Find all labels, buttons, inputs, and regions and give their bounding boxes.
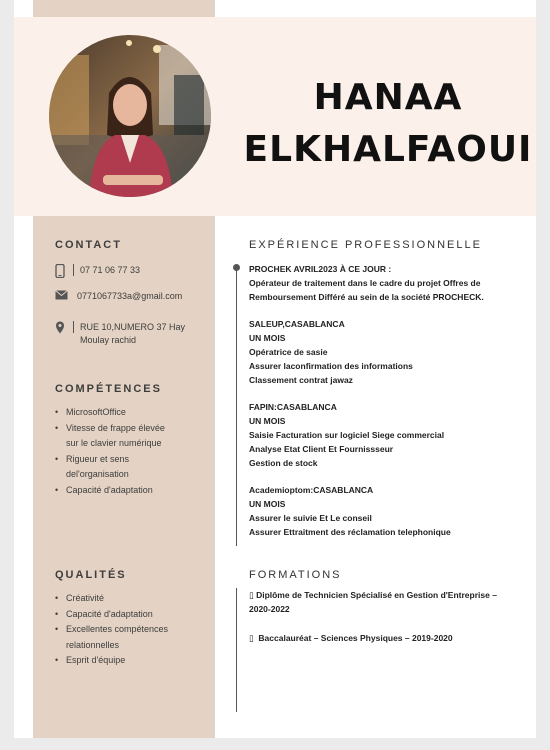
experience-entry-academioptom: Academioptom:CASABLANCA UN MOIS Assurer le suivie Et Le conseil Assurer Ettraitment des réclamation telephonique <box>249 485 451 537</box>
bullet-glyph: ▯ <box>249 590 254 600</box>
contact-title: CONTACT <box>55 239 122 251</box>
divider <box>73 264 74 276</box>
formation-item-diplome: ▯ Diplôme de Technicien Spécialisé en Gestion d'Entreprise – 2020-2022 <box>249 590 497 614</box>
location-pin-icon <box>55 321 69 336</box>
contact-email <box>55 290 182 303</box>
qualites-list <box>55 591 205 669</box>
experience-entry-saleup: SALEUP,CASABLANCA UN MOIS Opératrice de sasie Assurer laconfirmation des informations Classement contrat jawaz <box>249 319 413 385</box>
contact-address <box>55 321 185 347</box>
qualites-title: QUALITÉS <box>55 569 127 581</box>
competences-list <box>55 405 205 498</box>
list-item: • Rigueur et sens del'organisation <box>55 452 205 483</box>
phone-number: 07 71 06 77 33 <box>80 265 141 275</box>
experience-title: EXPÉRIENCE PROFESSIONNELLE <box>249 239 482 251</box>
competences-title: COMPÉTENCES <box>55 383 162 395</box>
experience-entry-prochek: PROCHEK AVRIL2023 À CE JOUR : Opérateur de traitement dans le cadre du projet Offres de Remboursement Différé au sein de la société PROCHECK. <box>249 264 484 302</box>
envelope-icon <box>55 290 69 302</box>
experience-timeline <box>236 266 237 546</box>
list-item: • Esprit d'équipe <box>55 653 205 669</box>
bullet-glyph: ▯ <box>249 633 254 643</box>
list-item: • Capacité d'adaptation <box>55 483 205 499</box>
list-item: • Vitesse de frappe élevée sur le clavier numérique <box>55 421 205 452</box>
profile-photo <box>49 35 211 197</box>
last-name: ELKHALFAOUI <box>243 129 533 170</box>
address-line-2: Moulay rachid <box>80 335 137 345</box>
formations-timeline <box>236 588 237 712</box>
first-name: HANAA <box>313 77 463 118</box>
list-item: • Excellentes compétences relationnelles <box>55 622 205 653</box>
list-item: • Capacité d'adaptation <box>55 607 205 623</box>
email-address[interactable]: 0771067733a@gmail.com <box>77 291 183 301</box>
phone-icon <box>55 264 69 280</box>
list-item: • Créativité <box>55 591 205 607</box>
list-item: • MicrosoftOffice <box>55 405 205 421</box>
full-name <box>240 72 536 176</box>
formation-item-bac: ▯ Baccalauréat – Sciences Physiques – 2019-2020 <box>249 633 453 643</box>
address-line-1: RUE 10,NUMERO 37 Hay <box>80 322 186 332</box>
address-text <box>80 321 185 347</box>
experience-entry-fapin: FAPIN:CASABLANCA UN MOIS Saisie Facturation sur logiciel Siege commercial Analyse Etat Client Et Fournissseur Gestion de stock <box>249 402 445 468</box>
formations-title: FORMATIONS <box>249 569 342 581</box>
contact-phone <box>55 264 140 280</box>
divider <box>73 321 74 333</box>
